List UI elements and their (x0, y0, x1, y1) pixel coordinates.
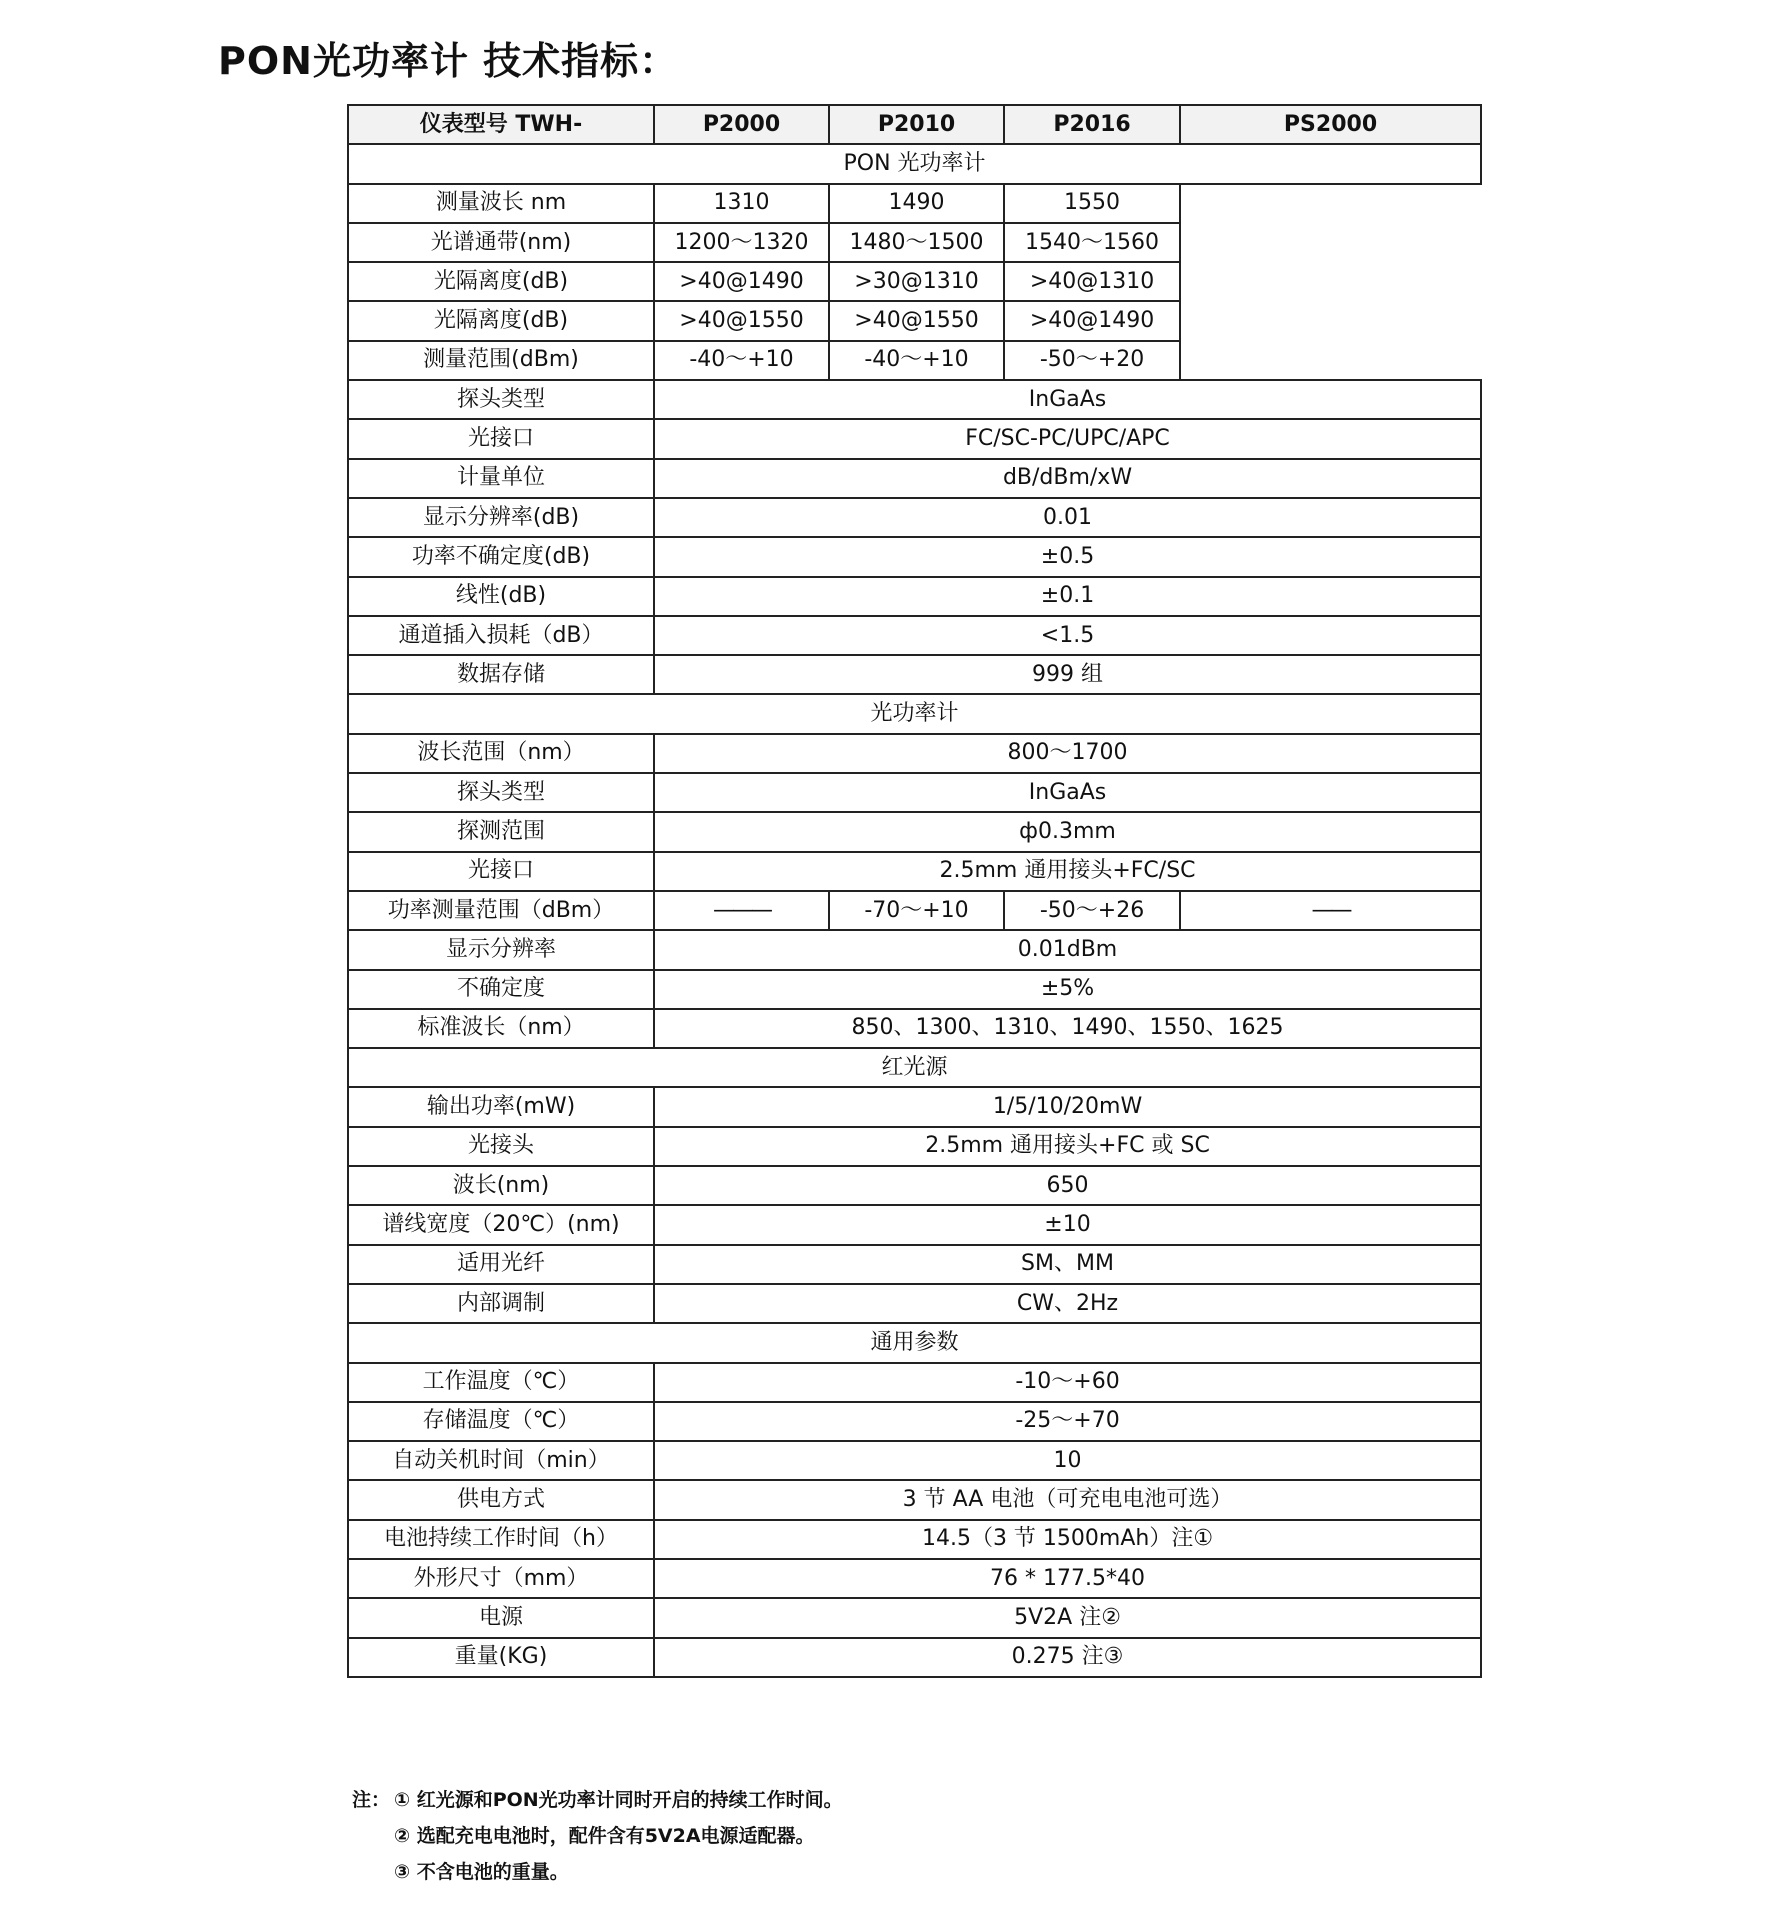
row-value: 0.01 (654, 498, 1481, 537)
row-value: FC/SC-PC/UPC/APC (654, 419, 1481, 458)
row-value: >40@1550 (654, 301, 829, 340)
footnote-prefix: 注： (352, 1789, 391, 1811)
footnote-2 (352, 1818, 843, 1854)
table-row (348, 1598, 1481, 1637)
model-label-header: 仪表型号 TWH- (348, 105, 654, 144)
table-row (348, 301, 1481, 340)
table-row (348, 1402, 1481, 1441)
table-row (348, 1638, 1481, 1677)
footnote-text: ③ 不含电池的重量。 (394, 1861, 569, 1883)
row-label: 电池持续工作时间（h） (348, 1520, 654, 1559)
row-label: 电源 (348, 1598, 654, 1637)
table-row (348, 1284, 1481, 1323)
row-value: 1540～1560 (1004, 223, 1180, 262)
row-value: CW、2Hz (654, 1284, 1481, 1323)
row-label: 光谱通带(nm) (348, 223, 654, 262)
row-value: 0.01dBm (654, 930, 1481, 969)
row-value: 850、1300、1310、1490、1550、1625 (654, 1009, 1481, 1048)
row-value: 76 * 177.5*40 (654, 1559, 1481, 1598)
row-value: 5V2A 注② (654, 1598, 1481, 1637)
table-row (348, 1009, 1481, 1048)
row-label: 光隔离度(dB) (348, 262, 654, 301)
row-value: 14.5（3 节 1500mAh）注① (654, 1520, 1481, 1559)
row-value: dB/dBm/xW (654, 459, 1481, 498)
table-row (348, 616, 1481, 655)
row-value: >40@1550 (829, 301, 1004, 340)
row-label: 探测范围 (348, 812, 654, 851)
table-row (348, 970, 1481, 1009)
row-label: 不确定度 (348, 970, 654, 1009)
row-label: 内部调制 (348, 1284, 654, 1323)
table-row (348, 577, 1481, 616)
table-row (348, 812, 1481, 851)
row-value: 10 (654, 1441, 1481, 1480)
section-title: 通用参数 (348, 1323, 1481, 1362)
row-label: 重量(KG) (348, 1638, 654, 1677)
row-value: —— (1180, 891, 1481, 930)
table-header-row (348, 105, 1481, 144)
table-row (348, 773, 1481, 812)
table-row (348, 223, 1481, 262)
row-label: 光隔离度(dB) (348, 301, 654, 340)
row-label: 外形尺寸（mm） (348, 1559, 654, 1598)
table-row (348, 184, 1481, 223)
row-label: 通道插入损耗（dB） (348, 616, 654, 655)
row-label: 光接口 (348, 419, 654, 458)
row-label: 数据存储 (348, 655, 654, 694)
table-row (348, 1127, 1481, 1166)
row-label: 光接口 (348, 852, 654, 891)
table-row (348, 498, 1481, 537)
row-value: ±5% (654, 970, 1481, 1009)
footnote-3 (352, 1854, 843, 1890)
table-row (348, 341, 1481, 380)
table-row (348, 1520, 1481, 1559)
row-value: 2.5mm 通用接头+FC 或 SC (654, 1127, 1481, 1166)
table-row (348, 891, 1481, 930)
row-value: >40@1490 (1004, 301, 1180, 340)
table-row (348, 419, 1481, 458)
row-label: 工作温度（℃） (348, 1363, 654, 1402)
row-value: -40～+10 (654, 341, 829, 380)
row-value: 3 节 AA 电池（可充电电池可选） (654, 1480, 1481, 1519)
row-value: ±10 (654, 1205, 1481, 1244)
row-value: 0.275 注③ (654, 1638, 1481, 1677)
table-row (348, 930, 1481, 969)
row-value: -50～+26 (1004, 891, 1180, 930)
row-value: 650 (654, 1166, 1481, 1205)
row-label: 功率测量范围（dBm） (348, 891, 654, 930)
footnote-text: ② 选配充电电池时，配件含有5V2A电源适配器。 (394, 1825, 815, 1847)
row-value: >40@1310 (1004, 262, 1180, 301)
row-value: 1490 (829, 184, 1004, 223)
row-label: 标准波长（nm） (348, 1009, 654, 1048)
row-label: 供电方式 (348, 1480, 654, 1519)
row-label: 适用光纤 (348, 1245, 654, 1284)
row-value: InGaAs (654, 380, 1481, 419)
row-value: -10～+60 (654, 1363, 1481, 1402)
table-row (348, 1245, 1481, 1284)
table-row (348, 380, 1481, 419)
row-value: SM、MM (654, 1245, 1481, 1284)
row-value: InGaAs (654, 773, 1481, 812)
table-row (348, 459, 1481, 498)
page-title: PON光功率计 技术指标： (218, 39, 679, 83)
row-label: 存储温度（℃） (348, 1402, 654, 1441)
row-value: 1/5/10/20mW (654, 1087, 1481, 1126)
row-label: 谱线宽度（20℃）(nm) (348, 1205, 654, 1244)
footnote-1 (352, 1782, 843, 1818)
row-value: ±0.1 (654, 577, 1481, 616)
row-label: 显示分辨率 (348, 930, 654, 969)
model-column-header: P2000 (654, 105, 829, 144)
table-row (348, 852, 1481, 891)
model-column-header: P2010 (829, 105, 1004, 144)
table-row (348, 537, 1481, 576)
row-value: ——— (654, 891, 829, 930)
footnote-text: ① 红光源和PON光功率计同时开启的持续工作时间。 (394, 1789, 843, 1811)
row-value: >30@1310 (829, 262, 1004, 301)
section-title-row (348, 1323, 1481, 1362)
row-label: 光接头 (348, 1127, 654, 1166)
table-row (348, 734, 1481, 773)
row-value: -40～+10 (829, 341, 1004, 380)
table-row (348, 1441, 1481, 1480)
row-label: 显示分辨率(dB) (348, 498, 654, 537)
row-value: ф0.3mm (654, 812, 1481, 851)
model-column-header: PS2000 (1180, 105, 1481, 144)
table-row (348, 1363, 1481, 1402)
row-label: 测量波长 nm (348, 184, 654, 223)
table-row (348, 655, 1481, 694)
table-row (348, 1480, 1481, 1519)
section-title-row (348, 1048, 1481, 1087)
section-title: 光功率计 (348, 694, 1481, 733)
row-label: 自动关机时间（min） (348, 1441, 654, 1480)
row-label: 波长范围（nm） (348, 734, 654, 773)
table-row (348, 1087, 1481, 1126)
row-value: 800～1700 (654, 734, 1481, 773)
section-title: PON 光功率计 (348, 144, 1481, 183)
row-value: -70～+10 (829, 891, 1004, 930)
table-row (348, 1205, 1481, 1244)
row-value: 1550 (1004, 184, 1180, 223)
table-row (348, 1166, 1481, 1205)
row-label: 计量单位 (348, 459, 654, 498)
section-title: 红光源 (348, 1048, 1481, 1087)
row-value: -25～+70 (654, 1402, 1481, 1441)
row-value: 1310 (654, 184, 829, 223)
row-value: 999 组 (654, 655, 1481, 694)
row-label: 测量范围(dBm) (348, 341, 654, 380)
row-label: 波长(nm) (348, 1166, 654, 1205)
row-value: <1.5 (654, 616, 1481, 655)
row-label: 探头类型 (348, 773, 654, 812)
row-label: 功率不确定度(dB) (348, 537, 654, 576)
row-label: 探头类型 (348, 380, 654, 419)
row-label: 线性(dB) (348, 577, 654, 616)
section-title-row (348, 144, 1481, 183)
row-value: 1480～1500 (829, 223, 1004, 262)
section-title-row (348, 694, 1481, 733)
row-value: -50～+20 (1004, 341, 1180, 380)
footnotes (352, 1782, 843, 1890)
spec-table (347, 104, 1482, 1678)
table-row (348, 262, 1481, 301)
model-column-header: P2016 (1004, 105, 1180, 144)
table-row (348, 1559, 1481, 1598)
row-value: 2.5mm 通用接头+FC/SC (654, 852, 1481, 891)
row-value: ±0.5 (654, 537, 1481, 576)
row-value: 1200～1320 (654, 223, 829, 262)
row-value: >40@1490 (654, 262, 829, 301)
row-label: 输出功率(mW) (348, 1087, 654, 1126)
